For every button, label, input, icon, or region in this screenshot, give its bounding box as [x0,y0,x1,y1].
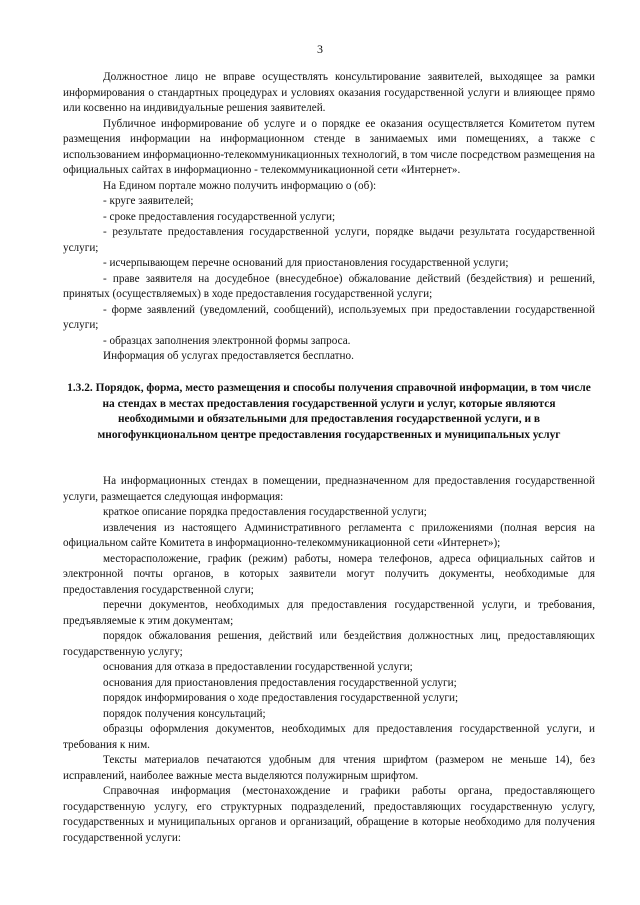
list-item: порядок обжалования решения, действий или бездействия должностных лиц, предоставляющих государственную услугу; [63,630,595,658]
list-item: - форме заявлений (уведомлений, сообщений), используемых при предоставлении государственной услуги; [63,303,595,331]
paragraph-free-info: Информация об услугах предоставляется бесплатно. [103,350,354,362]
list-item: основания для приостановления предоставления государственной услуги; [103,676,457,689]
list-item: порядок информирования о ходе предоставления государственной услуги; [103,692,459,704]
list-item: основания для отказа в предоставлении государственной услуги; [103,661,413,673]
paragraph-font-requirements: Тексты материалов печатаются удобным для чтения шрифтом (размером не меньше 14), без исправлений, наиболее важные места выделяются полужирным шрифтом. [63,754,595,782]
stands-section [63,474,595,846]
list-item: перечни документов, необходимых для предоставления государственной услуги, и требования, предъявляемые к этим документам; [63,599,595,627]
paragraph-public-informing: Публичное информирование об услуге и о порядке ее оказания осуществляется Комитетом путем размещения информации на информационном стенде в занимаемых ими помещениях, а также с использованием информационно-телекоммуникационных технологий, в том числе посредством размещения на официальных сайтах в информационно - телекоммуникационной сети «Интернет». [63,117,595,176]
list-item: порядок получения консультаций; [103,707,266,720]
list-item: месторасположение, график (режим) работы, номера телефонов, адреса официальных сайтов и электронной почты органов, в которых заявители могут получить документы, необходимые для предоставления государственной слуги; [63,552,595,596]
paragraph-consultation-limits: Должностное лицо не вправе осуществлять консультирование заявителей, выходящее за рамки информирования о стандартных процедурах и условиях оказания государственной услуги и влияющее прямо или косвенно на индивидуальные решения заявителей. [63,71,595,114]
list-item: - исчерпывающем перечне оснований для приостановления государственной услуги; [103,257,509,269]
informing-section [63,70,595,365]
paragraph-stands-intro: На информационных стендах в помещении, предназначенном для предоставления государственной услуги, размещается следующая информация: [63,475,595,503]
list-item: - результате предоставления государственной услуги, порядке выдачи результата государственной услуги; [63,226,595,254]
list-item: - круге заявителей; [103,195,194,207]
paragraph-reference-info: Справочная информация (местонахождение и графики работы органа, предоставляющего государственную услугу, его структурных подразделений, предоставляющих государственную услугу, государственных и муниципальных органов и организаций, обращение в которые необходимо для получения государственной услуги: [63,785,595,844]
section-heading: 1.3.2. Порядок, форма, место размещения и способы получения справочной информации, в том числе на стендах в местах предоставления государственной услуги и услуг, которые являются необходимыми и обязательными для предоставления государственной услуги, и в многофункциональном центре предоставления государственных и муниципальных услуг [67,382,591,441]
list-item: извлечения из настоящего Административного регламента с приложениями (полная версия на официальном сайте Комитета в информационно-телекоммуникационной сети «Интернет»); [63,521,595,549]
list-item: образцы оформления документов, необходимых для предоставления государственной услуги, и требования к ним. [63,723,595,751]
paragraph-portal-intro: На Едином портале можно получить информацию о (об): [103,179,377,192]
page-number: 3 [317,42,323,56]
list-item: краткое описание порядка предоставления государственной услуги; [103,506,427,518]
list-item: - праве заявителя на досудебное (внесудебное) обжалование действий (бездействия) и решений, принятых (осуществляемых) в ходе предоставления государственной услуги; [63,272,595,300]
list-item: - сроке предоставления государственной услуги; [103,210,336,223]
list-item: - образцах заполнения электронной формы запроса. [103,334,351,347]
